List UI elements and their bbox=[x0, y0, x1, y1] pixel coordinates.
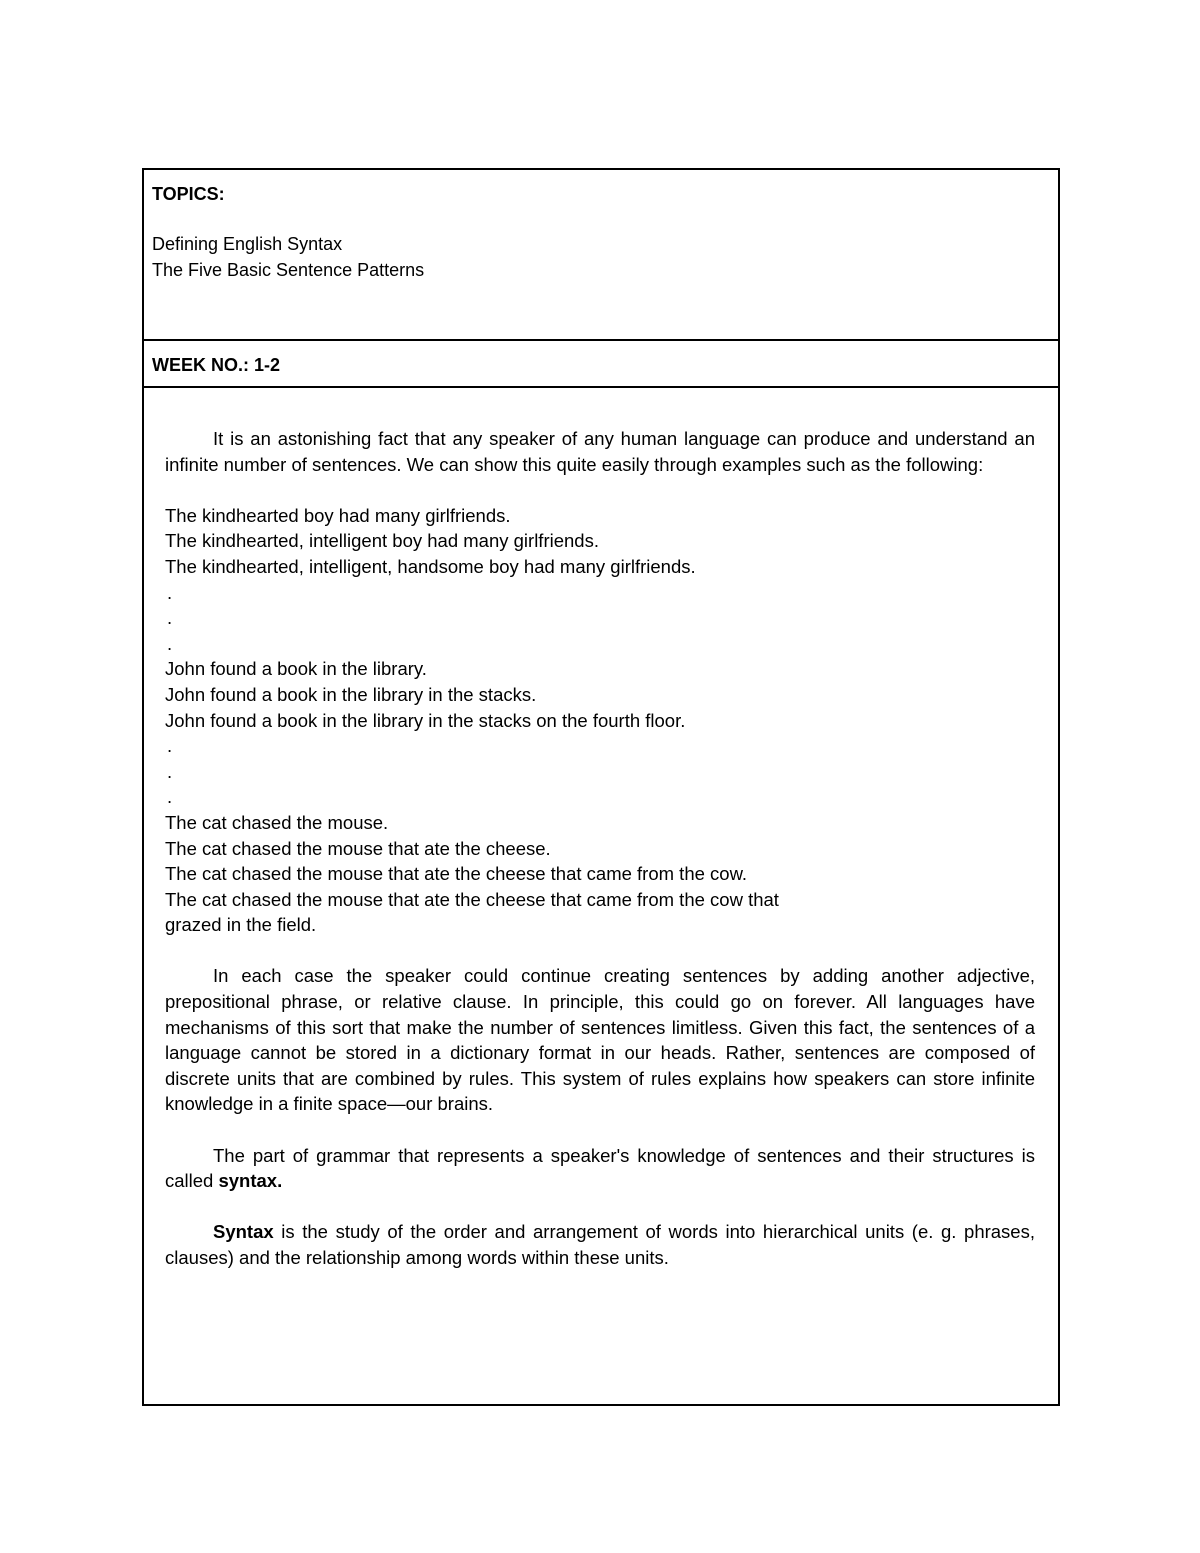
example-sentence: The kindhearted boy had many girlfriends. bbox=[165, 504, 511, 526]
week-section bbox=[142, 339, 1060, 388]
syntax-intro-text: The part of grammar that represents a speaker's knowledge of sentences and their structures is called bbox=[165, 1144, 1035, 1192]
example-sentence: John found a book in the library in the stacks on the fourth floor. bbox=[165, 709, 686, 731]
example-sentence: The cat chased the mouse that ate the cheese that came from the cow. bbox=[165, 863, 748, 885]
example-sentence: The cat chased the mouse. bbox=[165, 811, 389, 833]
continuation-paragraph: In each case the speaker could continue creating sentences by adding another adjective, prepositional phrase, or relative clause. In principle, this could go on forever. All languages have mechanisms of this sort that make the number of sentences limitless. Given this fact, the sentences of a language cannot be stored in a dictionary format in our heads. Rather, sentences are composed of discrete units that are combined by rules. This system of rules explains how speakers can store infinite knowledge in a finite space—our brains. bbox=[165, 965, 1035, 1115]
topics-section bbox=[142, 168, 1060, 341]
syntax-term: Syntax bbox=[213, 1221, 274, 1243]
example-sentence: John found a book in the library in the stacks. bbox=[165, 683, 537, 705]
syntax-definition-paragraph bbox=[165, 1219, 1035, 1270]
ellipsis-dot: . bbox=[167, 735, 173, 757]
syntax-definition-text: is the study of the order and arrangement of words into hierarchical units (e. g. phrases, clauses) and the relationship among words within these units. bbox=[165, 1221, 1035, 1268]
topics-heading: TOPICS: bbox=[152, 184, 225, 204]
example-sentence: The kindhearted, intelligent boy had many girlfriends. bbox=[165, 530, 599, 552]
ellipsis-dot: . bbox=[167, 607, 173, 629]
ellipsis-dot: . bbox=[167, 786, 173, 808]
topic-item: Defining English Syntax bbox=[152, 234, 343, 254]
content-section bbox=[142, 386, 1060, 1406]
example-sentence: John found a book in the library. bbox=[165, 658, 427, 680]
ellipsis-dot: . bbox=[167, 632, 173, 654]
example-sentence: The cat chased the mouse that ate the cheese that came from the cow that bbox=[165, 888, 779, 910]
ellipsis-dot: . bbox=[167, 760, 173, 782]
syntax-term: syntax. bbox=[218, 1170, 283, 1192]
week-number-label: WEEK NO.: 1-2 bbox=[152, 355, 281, 375]
intro-paragraph: It is an astonishing fact that any speaker of any human language can produce and understand an infinite number of sentences. We can show this quite easily through examples such as the following: bbox=[165, 428, 1035, 475]
example-sentence: The kindhearted, intelligent, handsome boy had many girlfriends. bbox=[165, 555, 696, 577]
example-sentence: The cat chased the mouse that ate the cheese. bbox=[165, 837, 551, 859]
syntax-intro-paragraph bbox=[165, 1143, 1035, 1194]
example-sentence: grazed in the field. bbox=[165, 914, 317, 936]
topic-item: The Five Basic Sentence Patterns bbox=[152, 260, 425, 280]
ellipsis-dot: . bbox=[167, 581, 173, 603]
lesson-body bbox=[165, 426, 1035, 1271]
